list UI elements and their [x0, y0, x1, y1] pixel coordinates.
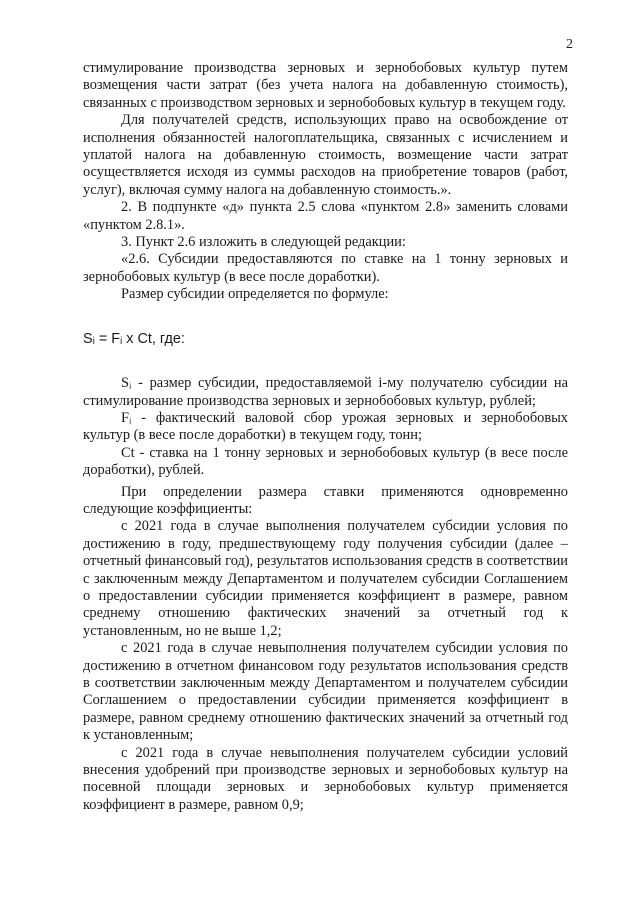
paragraph: 3. Пункт 2.6 изложить в следующей редакции: — [121, 234, 406, 251]
paragraph: с 2021 года в случае невыполнения получателем субсидии условия по достижению в отчетном финансовом году результатов использования средств в соответствии заключенным между Департаментом и получателем субсидии Соглашением о предоставлении субсидии применяется коэффициент в размере, равном среднему отношению фактических значений за отчетный год к установленным; — [83, 640, 568, 744]
paragraph: с 2021 года в случае выполнения получателем субсидии условия по достижению в году, предшествующему году получения субсидии (далее – отчетный финансовый год), результатов использования средств в соответствии с заключенным между Департаментом и получателем субсидии Соглашением о предоставлении субсидии применяется коэффициент в размере, равном среднему отношению фактических значений за отчетный год к установленным, но не выше 1,2; — [83, 518, 568, 639]
paragraph: стимулирование производства зерновых и зернобобовых культур путем возмещения части затрат (без учета налога на добавленную стоимость), связанных с производством зерновых и зернобобовых культур в текущем году. — [83, 60, 568, 111]
paragraph: Размер субсидии определяется по формуле: — [121, 286, 389, 303]
paragraph: с 2021 года в случае невыполнения получателем субсидии условий внесения удобрений при производстве зерновых и зернобобовых культур на посевной площади зерновых и зернобобовых культур применяется коэффициент в размере, равном 0,9; — [83, 744, 568, 813]
document-body — [83, 60, 568, 814]
page-number: 2 — [566, 37, 573, 52]
paragraph: Sᵢ - размер субсидии, предоставляемой i-му получателю субсидии на стимулирование производства зерновых и зернобобовых культур, рублей; — [83, 375, 568, 409]
paragraph: Ct - ставка на 1 тонну зерновых и зернобобовых культур (в весе после доработки), рублей. — [83, 444, 568, 479]
paragraph: Для получателей средств, использующих право на освобождение от исполнения обязанностей налогоплательщика, связанных с исчислением и уплатой налога на добавленную стоимость, возмещение части затрат осуществляется исходя из суммы расходов на приобретение товаров (работ, услуг), включая сумму налога на добавленную стоимость.». — [83, 112, 568, 198]
paragraph: 2. В подпункте «д» пункта 2.5 слова «пунктом 2.8» заменить словами «пунктом 2.8.1». — [83, 199, 568, 233]
paragraph: При определении размера ставки применяются одновременно следующие коэффициенты: — [83, 483, 568, 517]
paragraph: «2.6. Субсидии предоставляются по ставке на 1 тонну зерновых и зернобобовых культур (в весе после доработки). — [83, 251, 568, 285]
formula: Sᵢ = Fᵢ x Ct, где: — [83, 330, 185, 347]
paragraph: Fᵢ - фактический валовой сбор урожая зерновых и зернобобовых культур (в весе после доработки) в текущем году, тонн; — [83, 409, 568, 444]
